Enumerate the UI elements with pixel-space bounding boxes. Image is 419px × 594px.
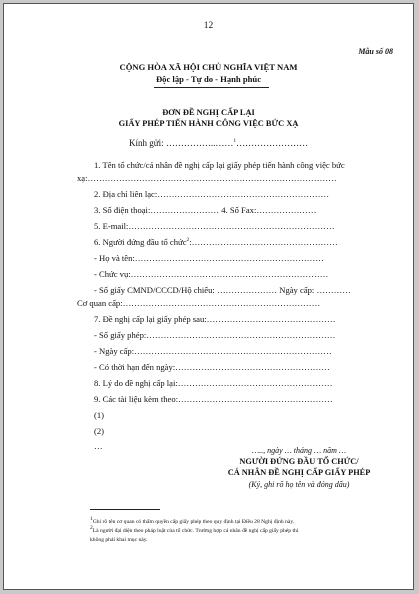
field-position: - Chức vụ:…………………………………………………………… xyxy=(94,269,329,279)
field-email: 5. E-mail:……………………………………………………………… xyxy=(94,221,335,231)
field-org-name-cont: xạ:…………………………………………………………………………… xyxy=(77,173,337,183)
field-full-name: - Họ và tên:………………………………………………………… xyxy=(94,253,324,263)
form-number: Mẫu số 08 xyxy=(358,47,393,56)
document-title-line1: ĐƠN ĐỀ NGHỊ CẤP LẠI xyxy=(162,108,255,117)
field-issuing-authority: Cơ quan cấp:…………………………………………………………… xyxy=(77,298,321,308)
footnote-separator xyxy=(90,509,160,510)
footnote-2 xyxy=(90,525,299,534)
field-org-name: 1. Tên tổ chức/cá nhân đề nghị cấp lại giấy phép tiến hành công việc bức xyxy=(94,160,345,170)
recipient-line xyxy=(129,138,308,148)
footnote-1-ref: 1 xyxy=(90,516,93,523)
field-id-number: - Số giấy CMND/CCCD/Hộ chiếu: ………………… Ngày cấp: ………… xyxy=(94,285,351,295)
field-head-of-org-dots: :…………………………………………… xyxy=(189,237,338,247)
footnote-2-ref: 2 xyxy=(90,525,93,532)
recipient-dots: …………………… xyxy=(236,138,309,148)
footnote-1 xyxy=(90,516,295,525)
recipient-label: Kính gửi: ……………..…… xyxy=(129,138,234,148)
field-issue-date: - Ngày cấp:…………………………………………………………… xyxy=(94,346,332,356)
footnote-2-text: Là người đại diện theo pháp luật của tổ chức. Trường hợp cá nhân đề nghị cấp giấy phép thì xyxy=(92,528,299,534)
field-license-number: - Số giấy phép:………………………………………………………… xyxy=(94,330,336,340)
field-head-of-org-label: 6. Người đứng đầu tổ chức xyxy=(94,237,187,247)
field-expiry-date: - Có thời hạn đến ngày:……………………………………………… xyxy=(94,362,330,372)
page-number: 12 xyxy=(203,21,214,31)
document-title-line2: GIẤY PHÉP TIẾN HÀNH CÔNG VIỆC BỨC XẠ xyxy=(118,119,299,128)
footnote-2-continuation: không phải khai mục này. xyxy=(90,537,148,543)
field-head-of-org xyxy=(94,237,338,247)
document-page xyxy=(3,3,414,590)
signature-date: ….., ngày … tháng … năm … xyxy=(251,446,346,455)
signature-title-line1: NGƯỜI ĐỨNG ĐẦU TỔ CHỨC/ xyxy=(239,457,359,466)
footnote-1-text: Ghi rõ tên cơ quan có thẩm quyền cấp giấy phép theo quy định tại Điều 28 Nghị định này. xyxy=(92,519,295,525)
motto-underline xyxy=(154,87,269,88)
signature-note: (Ký, ghi rõ họ tên và đóng dấu) xyxy=(248,480,350,489)
field-address: 2. Địa chỉ liên lạc:…………………………………………………… xyxy=(94,189,330,199)
national-title: CỘNG HÒA XÃ HỘI CHỦ NGHĨA VIỆT NAM xyxy=(119,62,298,72)
national-motto: Độc lập - Tự do - Hạnh phúc xyxy=(155,74,262,84)
attachment-item-1: (1) xyxy=(94,410,105,420)
field-attachments: 9. Các tài liệu kèm theo:……………………………………………… xyxy=(94,394,333,404)
attachment-ellipsis: … xyxy=(94,441,103,451)
footnote-ref-2: 2 xyxy=(186,237,190,244)
signature-title-line2: CÁ NHÂN ĐỀ NGHỊ CẤP GIẤY PHÉP xyxy=(227,468,371,477)
footnote-ref-1: 1 xyxy=(233,138,237,144)
field-license-requested: 7. Đề nghị cấp lại giấy phép sau:……………………………………… xyxy=(94,314,336,324)
field-reason: 8. Lý do đề nghị cấp lại:……………………………………………… xyxy=(94,378,333,388)
field-phone-fax: 3. Số điện thoại:…………………… 4. Số Fax:………………… xyxy=(94,205,317,215)
attachment-item-2: (2) xyxy=(94,426,105,436)
